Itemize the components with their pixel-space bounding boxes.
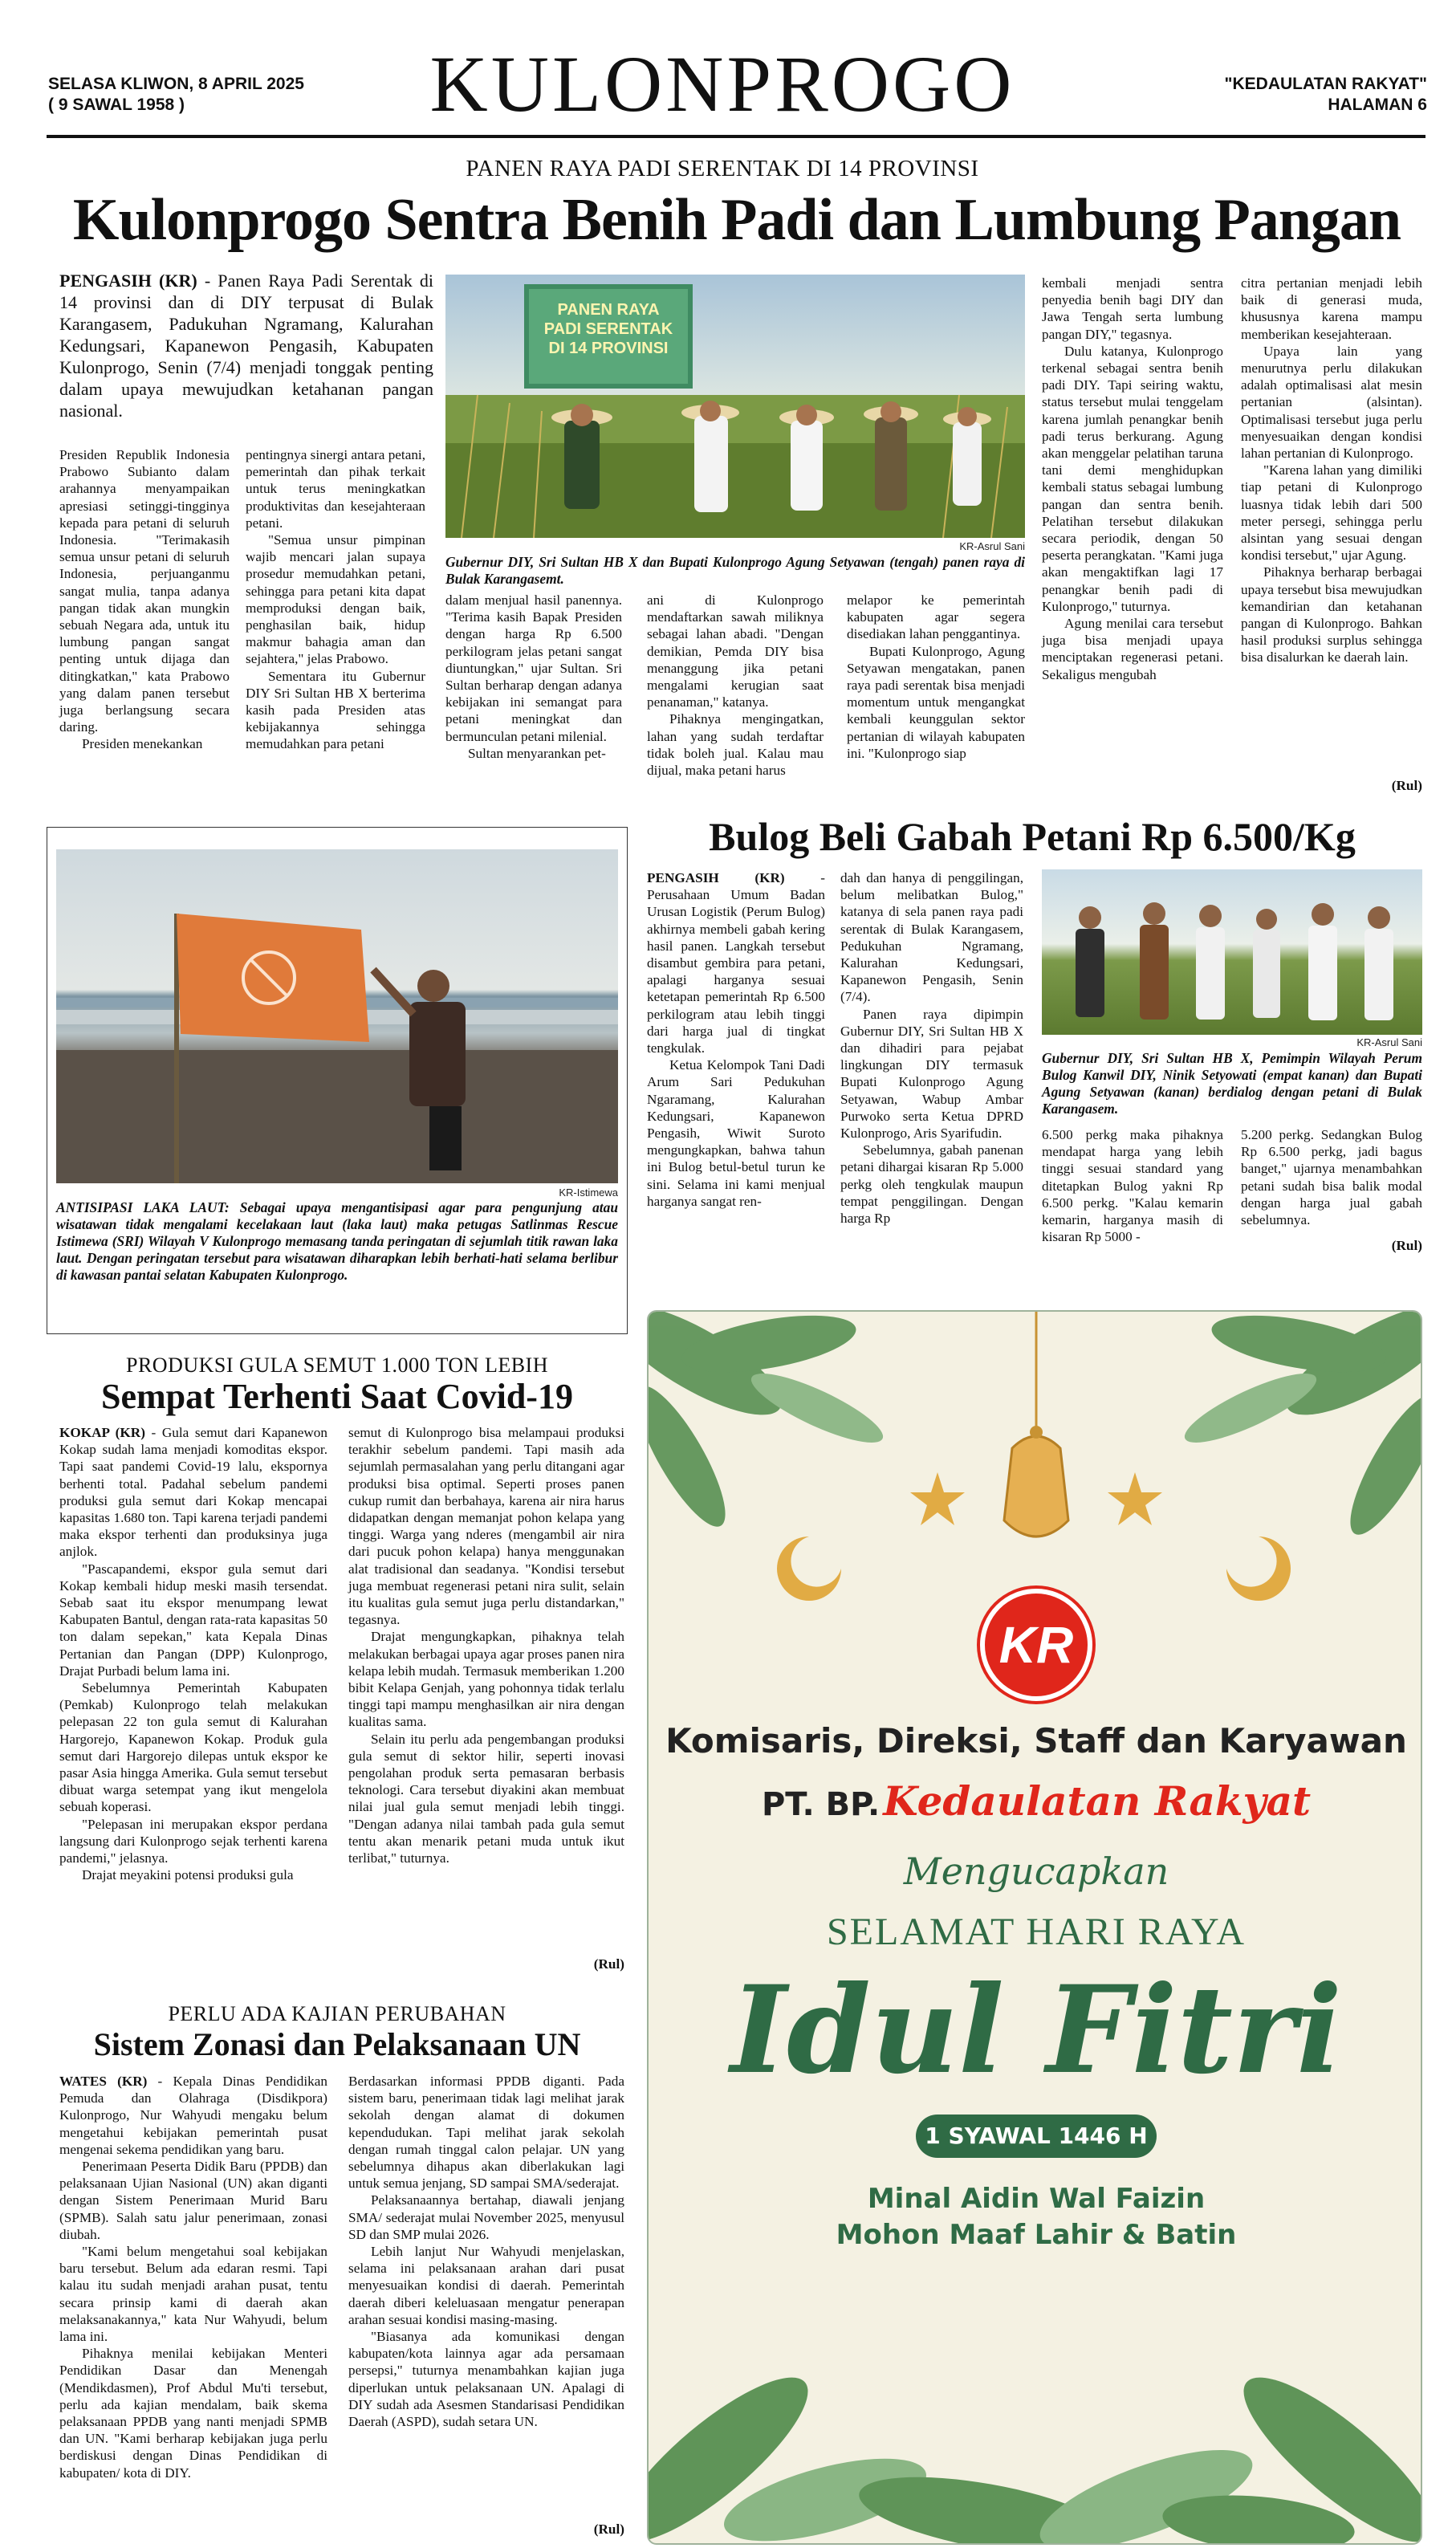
kr-logo: KR	[980, 1589, 1092, 1701]
paragraph: "Karena lahan yang dimiliki tiap petani di Kulonprogo luasnya tidak lebih dari 500 meter persegi, sehingga perlu alsintan yang sesuai dengan kondisi tersebut," ujar Agung.	[1241, 462, 1422, 564]
svg-text:DI 14 PROVINSI: DI 14 PROVINSI	[548, 340, 669, 357]
paragraph: Upaya lain yang menurutnya perlu dilakukan adalah optimalisasi alat mesin pertanian (alsintan). Optimalisasi tersebut juga perlu menyesuaikan dengan kondisi lahan pertanian di Kulonprogo.	[1241, 343, 1422, 462]
paragraph: Lebih lanjut Nur Wahyudi menjelaskan, selama ini pelaksanaan arahan dari pusat menyesuaikan kondisi di daerah. Pemerintah daerah diberi keleluasaan mengatur penerapan arahan sesuai kondisi masing-masing.	[348, 2244, 624, 2327]
paragraph: Sebelumnya Pemerintah Kabupaten (Pemkab) Kulonprogo telah melakukan pelepasan 22 ton gula semut di Kalurahan Hargorejo, Kapanewon Kokap. Produk gula semut dari Hargorejo dilepas untuk ekspor ke pasar Asia hingga Amerika. Gula semut tersebut dibuat warga setempat yang ikut mengelola sebuah koperasi.	[59, 1680, 327, 1815]
paragraph: Sultan menyarankan pet-	[468, 745, 606, 761]
paragraph-text: - Perusahaan Umum Badan Urusan Logistik (Perum Bulog) akhirnya membeli gabah kering hasil panen. Langkah tersebut disambut gembira para petani, apalagi harganya sesuai ketetapan pemerintah Rp 6.500 perkilogram atau lebih tinggi dari harga jual di tingkat tengkulak.	[647, 870, 825, 1056]
paragraph	[647, 869, 825, 1056]
paragraph: Presiden menekankan	[82, 736, 203, 752]
story2-signoff: (Rul)	[1391, 1238, 1422, 1253]
beach-warning-flag-illustration	[56, 849, 618, 1183]
paragraph-text: - Kepala Dinas Pendidikan Pemuda dan Olahraga (Disdikpora) Kulonprogo, Nur Wahyudi mengaku belum mengetahui kebijakan pemerintah pusat mengenai sekema pendidikan yang baru.	[59, 2074, 327, 2157]
story2-col2	[840, 869, 1023, 1227]
paragraph: Panen raya dipimpin Gubernur DIY, Sri Sultan HB X dan dihadiri para pejabat lingkungan DIY termasuk Bupati Kulonprogo Agung Setyawan, Wabup Ambar Purwoko serta Ketua DPRD Kulonprogo, Aris Syarifudin.	[840, 1006, 1023, 1142]
story1-dateline: PENGASIH (KR)	[59, 271, 197, 291]
paragraph: Dulu katanya, Kulonprogo terkenal sebagai sentra benih padi DIY. Tapi seiring waktu, status tersebut mulai tenggelam karena jumlah penangkar benih padi terus berkurang. Agung akan menggelar pelatihan taruna tani demi menghidupkan kembali status sebagai lumbung pangan dan sentra benih. Pelatihan tersebut dilakukan secara periodik, dengan 50 peserta perangkatan. "Kami juga akan mengaktifkan lagi 17 penangkar benih padi di Kulonprogo," tuturnya.	[1042, 343, 1223, 614]
story1-signoff: (Rul)	[1391, 778, 1422, 793]
story2-headline: Bulog Beli Gabah Petani Rp 6.500/Kg	[709, 814, 1356, 859]
story3-col2	[348, 1424, 624, 1866]
paragraph-text: - Gula semut dari Kapanewon Kokap sudah lama menjadi komoditas ekspor. Tapi saat pandemi Covid-19 lalu, ekspornya berhenti total. Padahal sebelum pandemi produksi gula semut dari Kokap mencapai kapasitas 1.680 ton. Tapi karena terjadi pandemi maka ekspor terhenti dan produksinya juga anjlok.	[59, 1425, 327, 1560]
paragraph: Pihaknya berharap berbagai upaya tersebut bisa mewujudkan kemandirian dan ketahanan pangan di Kulonprogo. Bahkan hasil produksi surplus sehingga bisa disalurkan ke daerah lain.	[1241, 564, 1422, 665]
ad-wish-1: Minal Aidin Wal Faizin	[867, 2183, 1206, 2215]
story1-lead	[59, 270, 433, 421]
paragraph: "Kami belum mengetahui soal kebijakan baru tersebut. Belum ada edaran resmi. Tapi kalau itu sudah menjadi arahan pusat, tentu secara prinsip kami di daerah akan melaksanakannya," kata Nur Wahyudi, belum lama ini.	[59, 2244, 327, 2345]
paragraph: Presiden Republik Indonesia Prabowo Subianto dalam arahannya menyampaikan apresiasi setinggi-tingginya kepada para petani di seluruh Indonesia. "Terimakasih semua unsur petani di seluruh Indonesia, perjuanganmu sangat mulia, tanpa adanya pangan tidak akan mungkin sebuah Negara ada, untuk itu lumbung pangan sangat penting untuk dijaga dan ditingkatkan," kata Prabowo yang dalam panen tersebut juga berlangsung secara daring.	[59, 447, 230, 735]
story1-photo-credit: KR-Asrul Sani	[959, 540, 1025, 552]
story1-col6	[1042, 275, 1223, 683]
leaf-decoration-top-left-icon	[649, 1312, 890, 1537]
story1-col3	[445, 592, 622, 762]
story2-col1	[647, 869, 825, 1210]
paragraph: Sebelumnya, gabah panenan petani dihargai kisaran Rp 5.000 perkg oleh tengkulak maupun tempat penggilingan. Dengan harga Rp	[840, 1142, 1023, 1227]
header-paper-info	[1225, 74, 1427, 116]
paragraph: Penerimaan Peserta Didik Baru (PPDB) dan pelaksanaan Ujian Nasional (UN) akan diganti dengan Sistem Penerimaan Murid Baru (SPMB). Salah satu jalur penerimaan, zonasi diubah.	[59, 2159, 327, 2242]
story1-lead-text: - Panen Raya Padi Serentak di 14 provinsi dan di DIY terpusat di Bulak Karangasem, Padukuhan Ngramang, Kalurahan Kedungsari, Kapanewon Pengasih, Kabupaten Kulonprogo, Senin (7/4) menjadi tonggak penting dalam upaya mewujudkan ketahanan pangan nasional.	[59, 271, 433, 421]
paragraph: dalam menjual hasil panennya. "Terima kasih Bapak Presiden dengan harga Rp 6.500 perkilogram jelas petani sangat diuntungkan," ujar Sultan. Sri Sultan berharap dengan adanya kebijakan ini semangat para petani meningkat dan bermunculan petani milenial.	[445, 592, 622, 744]
paragraph: melapor ke pemerintah kabupaten agar segera disediakan lahan penggantinya.	[847, 592, 1025, 642]
paragraph	[59, 2073, 327, 2158]
hijri-date: ( 9 SAWAL 1958 )	[48, 96, 185, 114]
paragraph: Drajat meyakini potensi produksi gula	[82, 1867, 294, 1883]
paper-name: "KEDAULATAN RAKYAT"	[1224, 75, 1427, 93]
story1-col2	[246, 446, 425, 753]
paragraph: Selain itu perlu ada pengembangan produksi gula semut di sektor hilir, seperti inovasi pengolahan produk serta pemasaran berbasis teknologi. Cara tersebut diyakini akan membuat nilai jual gula semut menjadi lebih tinggi. "Dengan adanya nilai tambah pada gula semut tentu akan menarik petani muda untuk ikut terlibat," tuturnya.	[348, 1731, 624, 1866]
svg-text:PADI SERENTAK: PADI SERENTAK	[543, 320, 673, 338]
story1-col7	[1241, 275, 1422, 666]
paragraph: Pihaknya mengingatkan, lahan yang sudah terdaftar tidak boleh jual. Kalau mau dijual, maka petani harus	[647, 711, 824, 779]
company-prefix: PT. BP.	[761, 1786, 881, 1823]
laka-laut-photo-credit: KR-Istimewa	[559, 1186, 618, 1199]
date-line: SELASA KLIWON, 8 APRIL 2025	[48, 75, 304, 93]
company-name: Kedaulatan Rakyat	[883, 1777, 1312, 1825]
ad-mengucapkan: Mengucapkan	[903, 1850, 1169, 1893]
svg-text:PANEN RAYA: PANEN RAYA	[557, 301, 660, 319]
idul-fitri-ad	[647, 1310, 1422, 2545]
ad-company-staff: Komisaris, Direksi, Staff dan Karyawan	[665, 1721, 1407, 1760]
story2-photo-credit: KR-Asrul Sani	[1356, 1036, 1422, 1048]
paragraph: Berdasarkan informasi PPDB diganti. Pada sistem baru, penerimaan tidak lagi melihat jarak sekolah dengan alamat di dokumen kependudukan. Tapi melihat jarak sekolah dengan rumah tinggal calon pelajar. UN yang sebelumnya dihapus akan diberlakukan lagi untuk semua jenjang, SD sampai SMA/sederajat.	[348, 2074, 624, 2192]
lantern-icon	[1004, 1312, 1068, 1537]
header-date	[48, 74, 304, 116]
story4-signoff: (Rul)	[593, 2522, 624, 2537]
paragraph: 5.200 perkg. Sedangkan Bulog Rp 6.500 perkg, jadi bagus banget," ujarnya menambahkan petani sudah bisa balik modal dengan harga jual gabah sebelumnya.	[1241, 1127, 1422, 1228]
paragraph: 6.500 perkg maka pihaknya mendapat harga yang lebih tinggi sesuai standard yang ditetapkan Bulog yakni Rp 6.500 perkg. "Kalau kemarin kemarin, harganya masih di kisaran Rp 5000 -	[1042, 1127, 1223, 1245]
laka-laut-caption: ANTISIPASI LAKA LAUT: Sebagai upaya mengantisipasi agar para pengunjung atau wisatawan tidak mengalami kecelakaan laut (laka laut) maka petugas Satlinmas Rescue Istimewa (SRI) Wilayah V Kulonprogo memasang tanda peringatan di sejumlah titik rawan laka laut. Dengan peringatan tersebut para wisatawan diharapkan lebih berhati-hati selama berlibur di kawasan pantai selatan Kabupaten Kulonprogo.	[56, 1199, 618, 1283]
story1-col1	[59, 446, 230, 753]
paragraph: Agung menilai cara tersebut juga bisa menjadi upaya menciptakan regenerasi petani. Sekaligus mengubah	[1042, 616, 1223, 682]
paragraph	[59, 1424, 327, 1561]
ad-wish-2: Mohon Maaf Lahir & Batin	[836, 2219, 1237, 2251]
story2-dateline: PENGASIH (KR)	[647, 870, 785, 885]
paragraph: "Pelepasan ini merupakan ekspor perdana langsung dari Kulonprogo sejak terhenti karena pandemi," jelasnya.	[59, 1816, 327, 1866]
story2-col4	[1241, 1126, 1422, 1228]
paragraph: kembali menjadi sentra penyedia benih bagi DIY dan Jawa Tengah serta lumbung pangan DIY," tegasnya.	[1042, 275, 1223, 342]
laka-laut-photo	[56, 849, 618, 1183]
story2-col3	[1042, 1126, 1223, 1245]
paragraph: pentingnya sinergi antara petani, pemerintah dan pihak terkait untuk terus meningkatkan produktivitas dan kesejahteraan petani.	[246, 447, 425, 531]
header-rule	[47, 135, 1425, 138]
harvest-photo-illustration	[445, 275, 1025, 538]
story4-headline: Sistem Zonasi dan Pelaksanaan UN	[93, 2026, 581, 2062]
story1-kicker: PANEN RAYA PADI SERENTAK DI 14 PROVINSI	[466, 156, 979, 181]
paragraph: citra pertanian menjadi lebih baik di generasi muda, khususnya karena mampu memberikan kesejahteraan.	[1241, 275, 1422, 342]
story1-col5	[847, 592, 1025, 762]
story4-dateline: WATES (KR)	[59, 2074, 148, 2089]
story1-photo-caption: Gubernur DIY, Sri Sultan HB X dan Bupati Kulonprogo Agung Setyawan (tengah) panen raya di Bulak Karangasemt.	[445, 554, 1025, 587]
paragraph: Sementara itu Gubernur DIY Sri Sultan HB X berterima kasih pada Presiden atas kebijakannya sehingga memudahkan para petani	[246, 668, 425, 752]
ad-selamat: SELAMAT HARI RAYA	[826, 1911, 1247, 1953]
ad-idul-fitri: Idul Fitri	[730, 1960, 1343, 2101]
story1-col4	[647, 592, 824, 779]
story2-photo-caption: Gubernur DIY, Sri Sultan HB X, Pemimpin Wilayah Perum Bulog Kanwil DIY, Ninik Setyowati (empat kanan) dan Bupati Agung Setyawan (kanan) berdialog dengan petani di Bulak Karangasem.	[1042, 1050, 1422, 1117]
leaf-decoration-bottom-icon	[649, 2355, 1422, 2545]
story3-signoff: (Rul)	[593, 1956, 624, 1972]
paragraph: Bupati Kulonprogo, Agung Setyawan mengatakan, panen raya padi serentak bisa menjadi momentum untuk mengangkat kembali keunggulan sektor pertanian di wilayah kabupaten ini. "Kulonprogo siap	[847, 643, 1025, 761]
paragraph: Drajat mengungkapkan, pihaknya telah melakukan berbagai upaya agar proses panen nira kelapa lebih mudah. Termasuk memberikan 1.200 bibit Kelapa Genjah, yang pohonnya tidak terlalu tinggi tapi mampu menghasilkan air nira dengan kualitas sama.	[348, 1629, 624, 1730]
leaf-decoration-top-right-icon	[1177, 1312, 1422, 1545]
story1-photo	[445, 275, 1025, 538]
story2-photo	[1042, 869, 1422, 1035]
paragraph: dah dan hanya di penggilingan, belum melibatkan Bulog," katanya di sela panen raya padi serentak di Bulak Karangasem, Pedukuhan Ngramang, Kalurahan Kedungsari, Kapanewon Pengasih, Senin (7/4).	[840, 870, 1023, 1005]
paragraph: "Biasanya ada komunikasi dengan kabupaten/kota lainnya agar ada persamaan persepsi," tuturnya menambahkan kajian juga diperlukan untuk pelaksanaan UN. Apalagi di DIY sudah ada Asesmen Standarisasi Pendidikan Daerah (ASPD), sudah setara UN.	[348, 2329, 624, 2430]
story3-col1	[59, 1424, 327, 1883]
paragraph: "Pascapandemi, ekspor gula semut dari Kokap kembali hidup meski masih tersendat. Sebab saat itu ekspor menumpang lewat Kabupaten Bantul, dengan rata-rata kapasitas 50 ton dalam sepekan," kata Kepala Dinas Pertanian dan Pangan (DPP) Kulonprogo, Drajat Purbadi belum lama ini.	[59, 1561, 327, 1679]
story3-headline: Sempat Terhenti Saat Covid-19	[101, 1377, 573, 1416]
paragraph: ani di Kulonprogo mendaftarkan sawah miliknya sebagai lahan abadi. "Dengan demikian, Pemda DIY bisa menanggung jika petani mengalami kerugian saat penanaman," katanya.	[647, 592, 824, 710]
story3-dateline: KOKAP (KR)	[59, 1425, 145, 1440]
ad-date-badge: 1 SYAWAL 1446 H	[916, 2115, 1157, 2158]
masthead: KULONPROGO	[429, 39, 1015, 128]
story1-headline: Kulonprogo Sentra Benih Padi dan Lumbung Pangan	[72, 187, 1401, 253]
story4-kicker: PERLU ADA KAJIAN PERUBAHAN	[168, 2002, 506, 2025]
paragraph: Ketua Kelompok Tani Dadi Arum Sari Pedukuhan Ngaramang, Kalurahan Kedungsari, Kapanewon Pengasih, Wiwit Suroto mengungkapkan, bahwa tahun ini Bulog betul-betul turun ke sini. Selama ini kami menjual harganya sangat ren-	[647, 1057, 825, 1209]
paragraph: "Semua unsur pimpinan wajib mencari jalan supaya prosedur memudahkan petani, sehingga para petani kita dapat memproduksi dengan baik, penghasilan baik, hidup makmur bahagia aman dan sejahtera," jelas Prabowo.	[246, 532, 425, 667]
paragraph: Pelaksanaannya bertahap, diawali jenjang SMA/ sederajat mulai November 2025, menyusul SD dan SMP mulai 2026.	[348, 2192, 624, 2242]
story4-col1	[59, 2073, 327, 2481]
ad-company-line	[649, 1777, 1422, 1825]
page-number: HALAMAN 6	[1328, 96, 1427, 114]
story3-kicker: PRODUKSI GULA SEMUT 1.000 TON LEBIH	[126, 1353, 548, 1377]
story4-col2	[348, 2073, 624, 2430]
paragraph: semut di Kulonprogo bisa melampaui produksi terakhir sebelum pandemi. Tapi masih ada sejumlah permasalahan yang perlu ditangani agar produksi bisa optimal. Seperti proses panen cukup rumit dan berbahaya, karena air nira harus didapatkan dengan memanjat pohon kelapa yang tinggi. Warga yang nderes (mengambil air nira dari pucuk pohon kelapa) hanya menggunakan alat tradisional dan seadanya. "Kondisi tersebut juga membuat regenerasi petani nira sulit, selain itu kualitas gula semut juga perlu distandarkan," tegasnya.	[348, 1425, 624, 1628]
paragraph: Pihaknya menilai kebijakan Menteri Pendidikan Dasar dan Menengah (Mendikdasmen), Prof Abdul Mu'ti tersebut, perlu ada kajian mendalam, baik skema pelaksanaan PPDB yang nanti menjadi SPMB dan UN. "Kami berharap kebijakan juga perlu berdiskusi dengan Dinas Pendidikan di kabupaten/ kota di DIY.	[59, 2346, 327, 2481]
bulog-dialog-photo-illustration	[1042, 869, 1422, 1035]
